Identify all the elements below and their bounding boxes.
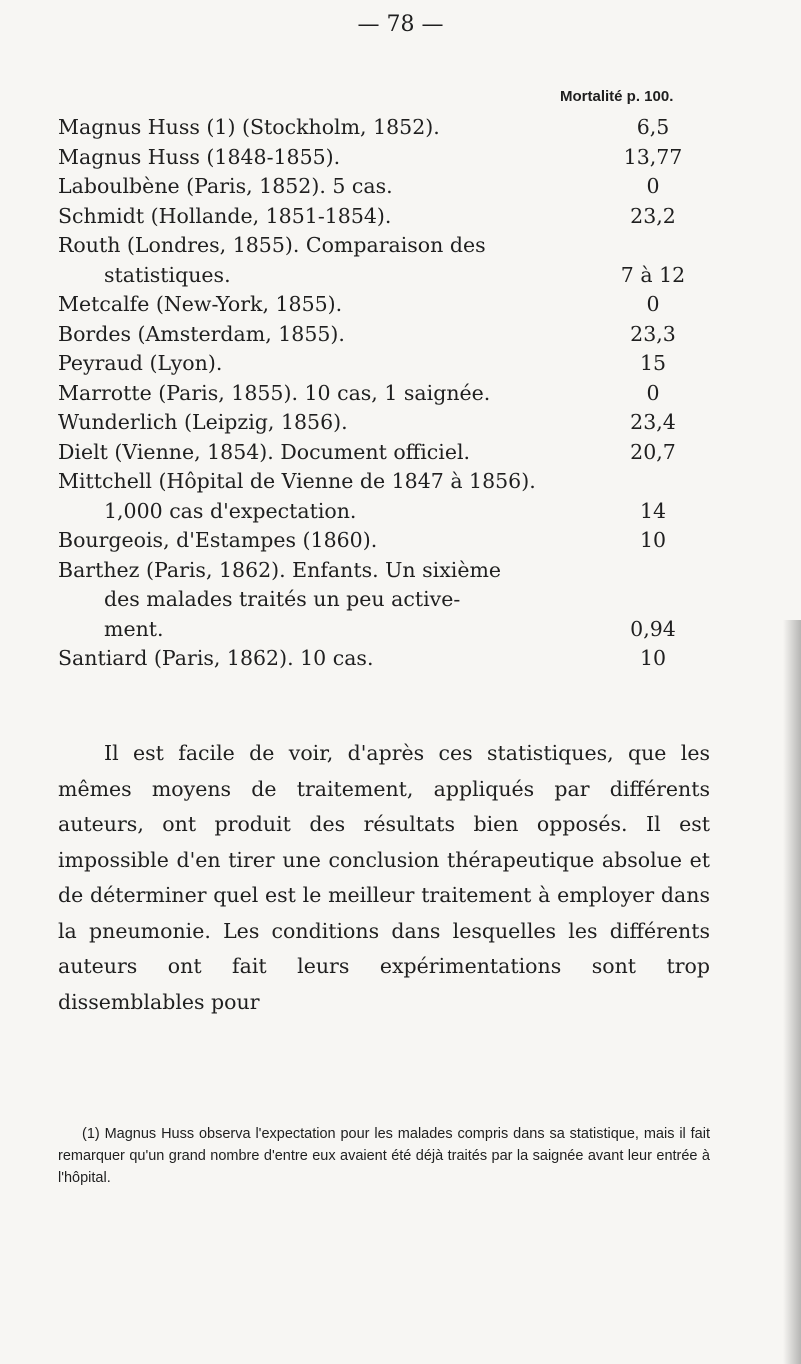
row-value: 23,4 [630, 410, 676, 434]
table-row [58, 113, 708, 143]
table-row [58, 143, 708, 173]
row-label: Santiard (Paris, 1862). 10 cas. [58, 646, 374, 670]
table-row [58, 526, 708, 556]
table-row [58, 231, 708, 290]
column-header: Mortalité p. 100. [560, 88, 674, 105]
row-value: 23,2 [630, 203, 676, 228]
table-row [58, 408, 708, 438]
row-label-continuation: ment. [104, 616, 164, 641]
row-label-continuation: 1,000 cas d'expectation. [104, 498, 357, 523]
row-label-continuation: des malades traités un peu active- [104, 587, 461, 611]
table-row [58, 556, 708, 645]
row-label: Metcalfe (New-York, 1855). [58, 292, 343, 316]
table-row [58, 467, 708, 526]
table-row [58, 379, 708, 409]
row-value: 0,94 [630, 616, 676, 641]
row-value: 10 [639, 646, 667, 670]
row-label: Magnus Huss (1848-1855). [58, 144, 341, 169]
mortality-table [58, 113, 708, 674]
page-number: — 78 — [357, 12, 444, 37]
row-value: 0 [646, 292, 660, 316]
row-label: Bourgeois, d'Estampes (1860). [58, 528, 378, 552]
body-paragraph: Il est facile de voir, d'après ces statistiques, que les mêmes moyens de traitement, appliqués par différents auteurs, ont produit des résultats bien opposés. Il est impossible d'en tirer une conclusion thérapeutique absolue et de déterminer quel est le meilleur traitement à employer dans la pneumonie. Les conditions dans lesquelles les différents auteurs ont fait leurs expérimentations sont trop dissemblables pour [58, 741, 710, 1014]
table-row [58, 438, 708, 468]
row-label-line: Routh (Londres, 1855). Comparaison des [58, 233, 486, 257]
table-row [58, 172, 708, 202]
row-value: 10 [639, 528, 667, 552]
row-label: Wunderlich (Leipzig, 1856). [58, 410, 348, 434]
row-value: 13,77 [623, 144, 683, 169]
row-value: 14 [639, 498, 667, 523]
row-label: Schmidt (Hollande, 1851-1854). [58, 203, 392, 228]
row-label: Dielt (Vienne, 1854). Document officiel. [58, 439, 471, 464]
row-value: 7 à 12 [620, 262, 686, 287]
table-row [58, 320, 708, 350]
row-label: Magnus Huss (1) (Stockholm, 1852). [58, 115, 440, 139]
row-label: Bordes (Amsterdam, 1855). [58, 321, 345, 346]
row-value: 15 [639, 351, 667, 375]
page-edge-shadow [783, 620, 801, 1364]
row-label: Marrotte (Paris, 1855). 10 cas, 1 saignée. [58, 380, 491, 405]
row-label: Peyraud (Lyon). [58, 351, 223, 375]
row-value: 6,5 [636, 115, 670, 139]
table-row [58, 290, 708, 320]
row-label: Laboulbène (Paris, 1852). 5 cas. [58, 174, 393, 198]
row-value: 20,7 [630, 439, 676, 464]
table-row [58, 202, 708, 232]
table-row [58, 644, 708, 674]
row-label-continuation: statistiques. [104, 262, 231, 287]
row-label-line: Barthez (Paris, 1862). Enfants. Un sixième [58, 557, 502, 582]
row-value: 0 [646, 380, 660, 405]
table-row [58, 349, 708, 379]
row-value: 23,3 [630, 321, 676, 346]
row-value: 0 [646, 174, 660, 198]
row-label-line: Mittchell (Hôpital de Vienne de 1847 à 1856). [58, 469, 536, 493]
footnote: (1) Magnus Huss observa l'expectation pour les malades compris dans sa statistique, mais il fait remarquer qu'un grand nombre d'entre eux avaient été déjà traités par la saignée avant leur entrée à l'hôpital. [58, 1126, 710, 1186]
